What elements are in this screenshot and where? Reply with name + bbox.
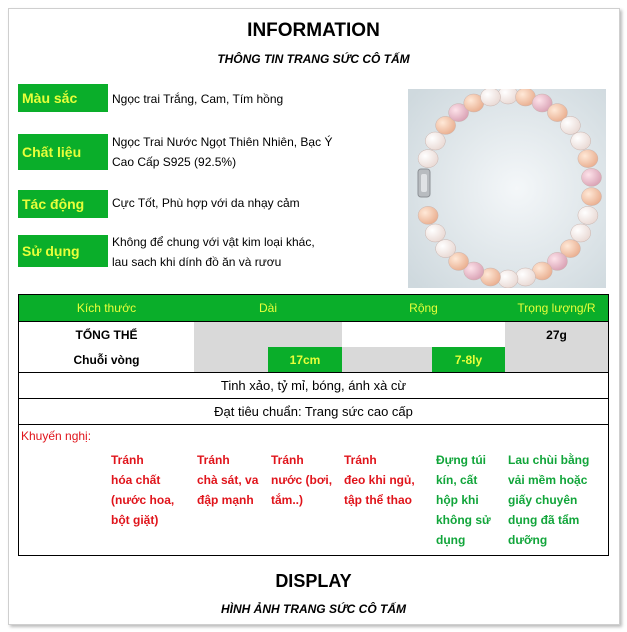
row-overall-weight: 27g: [505, 322, 608, 347]
color-value: Ngọc trai Trắng, Cam, Tím hồng: [112, 92, 284, 106]
divider: [19, 424, 608, 425]
grey-fill: [194, 347, 268, 372]
header-length: Dài: [194, 295, 342, 321]
note-standard: Đạt tiêu chuẩn: Trang sức cao cấp: [214, 404, 413, 419]
pearl-bead: [578, 150, 598, 168]
effect-value: Cực Tốt, Phù hợp với da nhạy cảm: [112, 196, 300, 210]
display-subtitle: HÌNH ẢNH TRANG SỨC CÔ TẤM: [220, 602, 407, 616]
pearl-bead: [571, 132, 591, 150]
pearl-bead: [425, 132, 445, 150]
pearl-bead: [560, 116, 580, 134]
row-chain-name: Chuỗi vòng: [73, 352, 140, 367]
pearl-bead: [582, 168, 602, 186]
pearl-bead: [436, 240, 456, 258]
material-label: Chất liệu: [18, 134, 108, 170]
material-value: Ngọc Trai Nước Ngọt Thiên Nhiên, Bạc Ý Cao Cấp S925 (92.5%): [112, 135, 333, 169]
advice-water: Tránh nước (bơi, tắm..): [271, 453, 333, 507]
row-overall-width: [342, 322, 505, 347]
pearl-bead: [425, 224, 445, 242]
usage-label: Sử dụng: [18, 235, 108, 267]
row-chain-width: 7-8ly: [432, 347, 505, 372]
size-table: [18, 294, 609, 556]
color-label: Màu sắc: [18, 84, 108, 112]
note-quality: Tinh xảo, tỷ mỉ, bóng, ánh xà cừ: [220, 378, 407, 393]
advice-label: Khuyến nghị:: [21, 429, 92, 443]
advice-sleep: Tránh đeo khi ngủ, tập thể thao: [344, 453, 415, 507]
pearl-bead: [418, 206, 438, 224]
page-title: INFORMATION: [247, 20, 380, 41]
pearl-bead: [498, 270, 518, 288]
pearl-bead: [578, 206, 598, 224]
pearl-bead: [571, 224, 591, 242]
header-weight: Trọng lượng/R: [505, 295, 608, 321]
divider: [19, 321, 608, 322]
header-width: Rộng: [342, 295, 505, 321]
advice-storage: Đựng túi kín, cất hộp khi không sử dụng: [436, 453, 491, 547]
row-chain-weight: [505, 347, 608, 372]
advice-chemicals: Tránh hóa chất (nước hoa, bột giặt): [111, 453, 175, 527]
pearl-bead: [516, 268, 536, 286]
pearl-bead: [418, 150, 438, 168]
row-overall-name: TỔNG THỂ: [75, 327, 138, 342]
header-size: Kích thước: [19, 295, 194, 321]
usage-value: Không để chung với vật kim loại khác, lau sach khi dính đồ ăn và rươu: [112, 235, 315, 269]
row-overall-length: [194, 322, 342, 347]
page-subtitle: THÔNG TIN TRANG SỨC CÔ TẤM: [217, 52, 410, 66]
grey-fill: [342, 347, 432, 372]
bracelet-photo: [408, 89, 606, 288]
advice-impact: Tránh chà sát, va đập mạnh: [197, 453, 259, 507]
pearl-bead: [582, 188, 602, 206]
pearl-bead: [498, 89, 518, 104]
display-title: DISPLAY: [275, 571, 352, 591]
pearl-bead: [481, 89, 501, 106]
row-chain-length: 17cm: [268, 347, 342, 372]
advice-cleaning: Lau chùi bằng vải mềm hoặc giấy chuyên dụng đã tẩm dưỡng: [508, 453, 590, 547]
effect-label: Tác động: [18, 190, 108, 218]
